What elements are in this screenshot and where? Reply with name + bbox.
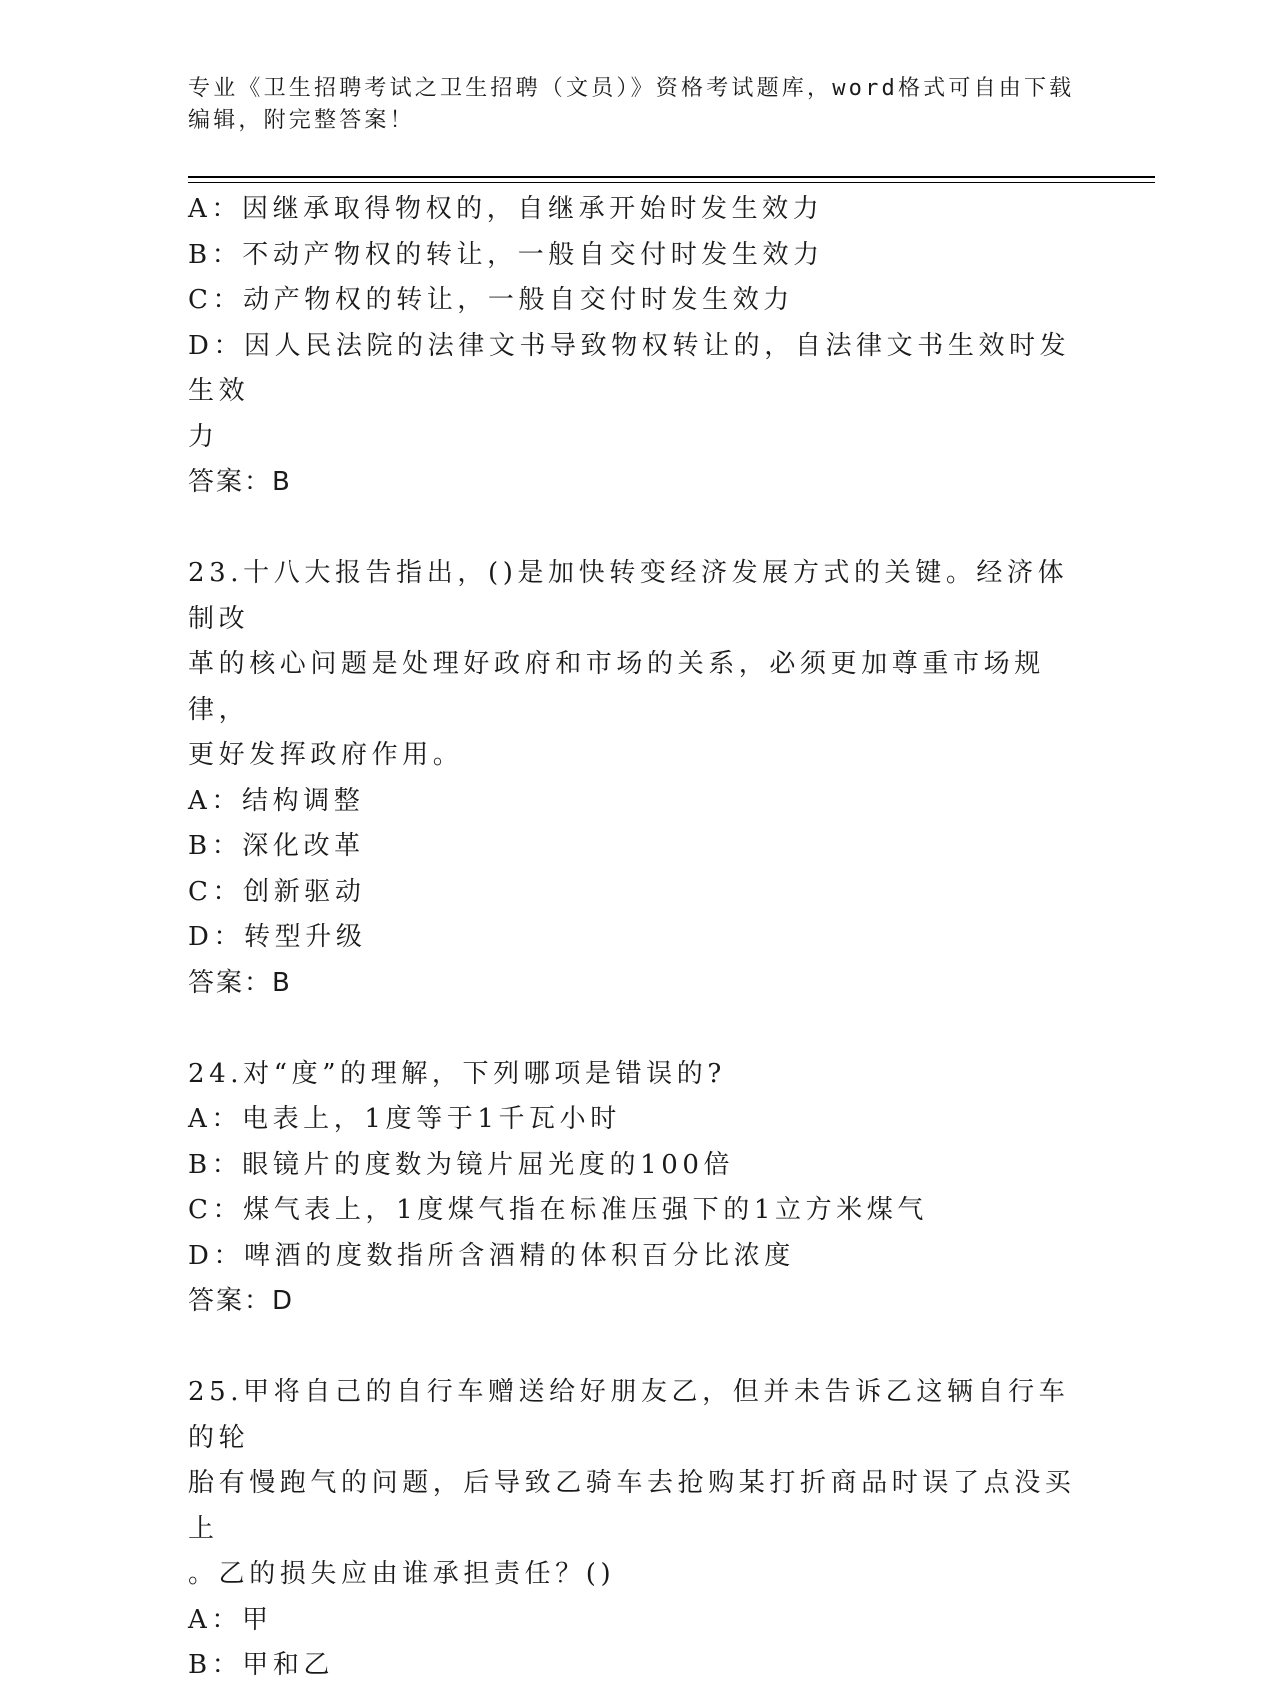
q24-option-d: D：啤酒的度数指所含酒精的体积百分比浓度 xyxy=(188,1240,795,1271)
q24-stem: 24.对“度”的理解，下列哪项是错误的? xyxy=(188,1058,726,1089)
q25-option-a: A：甲 xyxy=(188,1604,273,1635)
header-rule-thin xyxy=(188,182,1155,183)
q22-option-b: B：不动产物权的转让，一般自交付时发生效力 xyxy=(188,239,824,270)
question-24 xyxy=(188,1052,1088,1325)
header-line-2: 编辑，附完整答案！ xyxy=(188,108,415,133)
question-23 xyxy=(188,551,1088,1006)
q22-option-d-line-1: D：因人民法院的法律文书导致物权转让的，自法律文书生效时发生效 xyxy=(188,330,1071,406)
document-header xyxy=(188,73,1078,137)
q23-answer: 答案：B xyxy=(188,967,292,998)
q23-option-d: D：转型升级 xyxy=(188,922,367,952)
q23-stem-line-1: 23.十八大报告指出，()是加快转变经济发展方式的关键。经济体制改 xyxy=(188,558,1069,634)
question-list xyxy=(188,187,1088,1689)
q25-option-b: B：甲和乙 xyxy=(188,1650,335,1680)
q23-option-c: C：创新驱动 xyxy=(188,876,366,907)
q23-option-b: B：深化改革 xyxy=(188,831,365,861)
q22-answer: 答案：B xyxy=(188,467,292,497)
q25-stem-line-1: 25.甲将自己的自行车赠送给好朋友乙，但并未告诉乙这辆自行车的轮 xyxy=(188,1377,1070,1453)
q23-stem-line-2: 革的核心问题是处理好政府和市场的关系，必须更加尊重市场规律， xyxy=(188,649,1045,725)
q22-option-d-line-2: 力 xyxy=(188,421,219,452)
q24-answer: 答案：D xyxy=(188,1286,295,1316)
question-25 xyxy=(188,1370,1088,1689)
q23-option-a: A：结构调整 xyxy=(188,785,365,816)
spacer xyxy=(188,1325,1088,1371)
question-22 xyxy=(188,187,1088,506)
spacer xyxy=(188,1006,1088,1052)
q24-option-a: A：电表上，1度等于1千瓦小时 xyxy=(188,1104,621,1134)
q22-option-c: C：动产物权的转让，一般自交付时发生效力 xyxy=(188,285,794,315)
q24-option-b: B：眼镜片的度数为镜片屈光度的100倍 xyxy=(188,1149,735,1180)
q25-stem-line-2: 胎有慢跑气的问题，后导致乙骑车去抢购某打折商品时误了点没买上 xyxy=(188,1468,1076,1544)
spacer xyxy=(188,506,1088,552)
q22-option-a: A：因继承取得物权的，自继承开始时发生效力 xyxy=(188,194,824,224)
header-line-1: 专业《卫生招聘考试之卫生招聘（文员）》资格考试题库，word格式可自由下载 xyxy=(188,76,1075,101)
q24-option-c: C：煤气表上，1度煤气指在标准压强下的1立方米煤气 xyxy=(188,1195,928,1225)
q23-stem-line-3: 更好发挥政府作用。 xyxy=(188,740,464,770)
header-rule-thick xyxy=(188,176,1155,178)
q25-stem-line-3: 。乙的损失应由谁承担责任？() xyxy=(188,1559,616,1589)
